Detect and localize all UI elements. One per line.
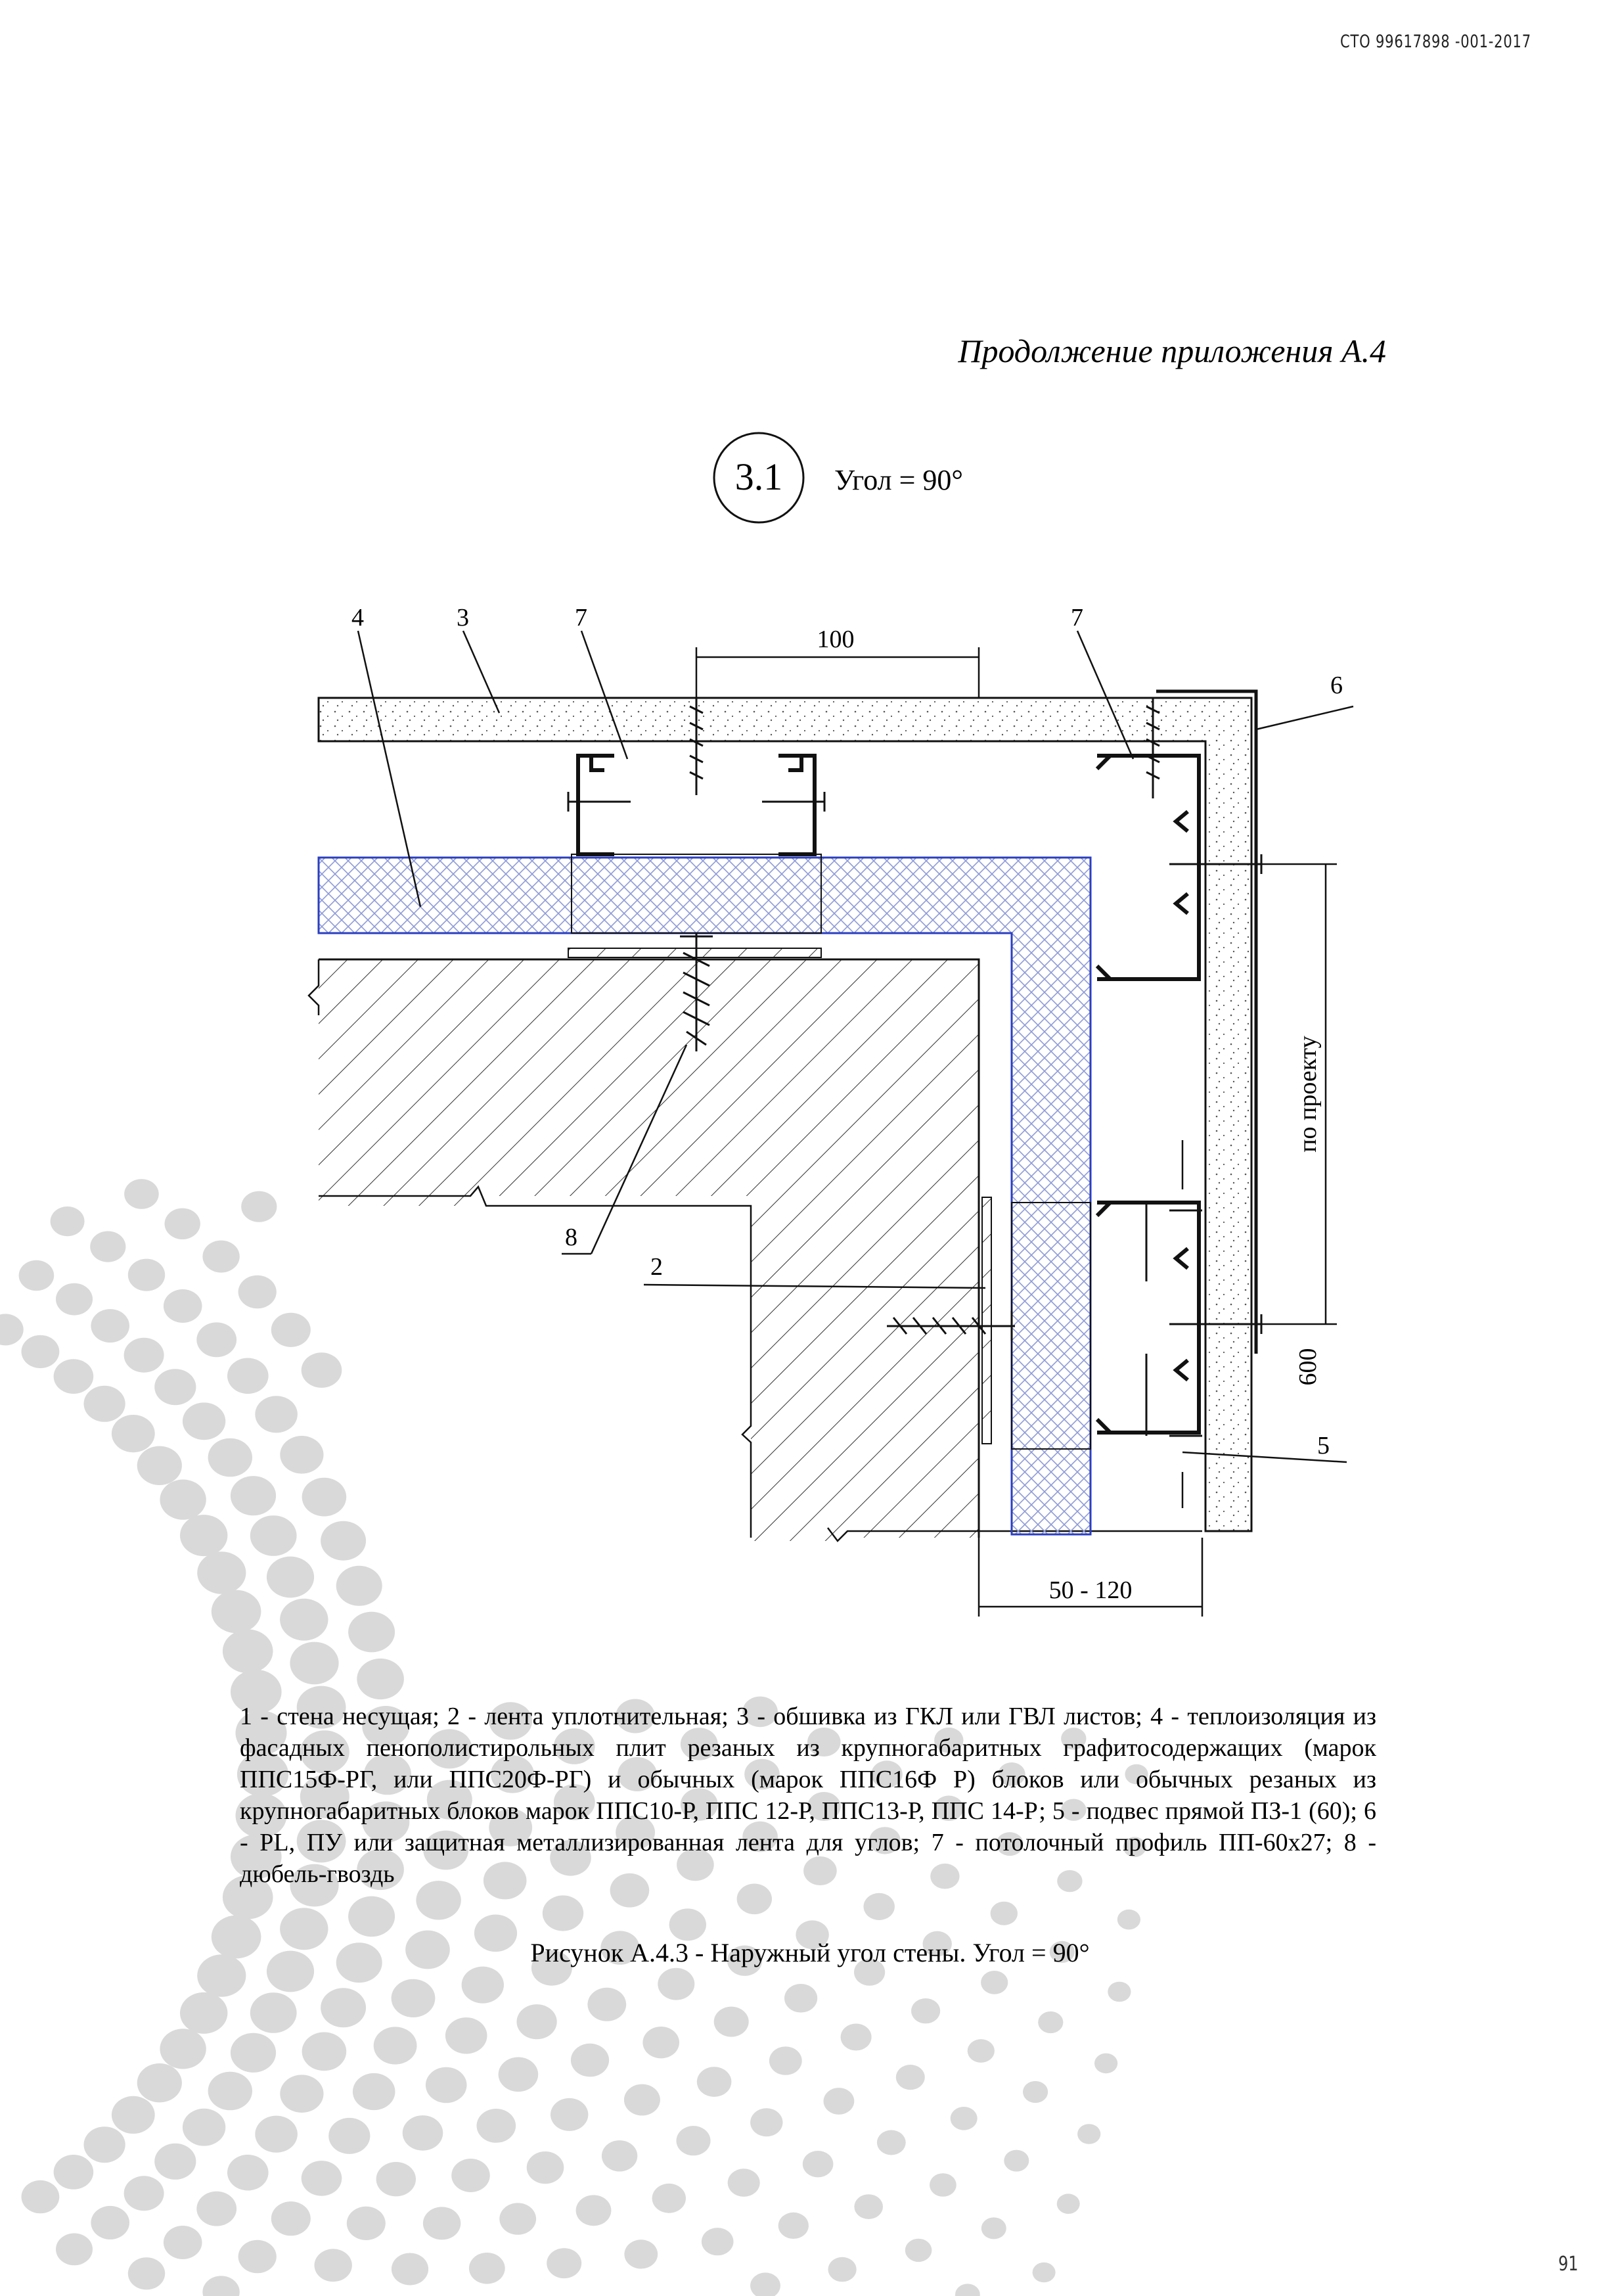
callout-5: 5 bbox=[1317, 1432, 1330, 1459]
callout-4: 4 bbox=[351, 604, 364, 631]
figure-legend: 1 - стена несущая; 2 - лента уплотнительная; 3 - обшивка из ГКЛ или ГВЛ листов; 4 - теплоизоляция из фасадных пенополистирольных плит резаных из крупногабаритных графитосодержащих (марок ППС15Ф-РГ, или ППС20Ф-РГ) и обычных (марок ППС16Ф Р) блоков или обычных резаных из крупногабаритных блоков марок ППС10-Р, ППС 12-Р, ППС13-Р, ППС 14-Р; 5 - подвес прямой ПЗ-1 (60); 6 - PL, ПУ или защитная металлизированная лента для углов; 7 - потолочный профиль ПП-60х27; 8 - дюбель-гвоздь bbox=[240, 1703, 1376, 1888]
node-marker bbox=[714, 433, 963, 522]
callout-6: 6 bbox=[1330, 672, 1343, 699]
node-number: 3.1 bbox=[734, 455, 783, 498]
angle-title: Угол = 90° bbox=[834, 464, 964, 496]
callout-3: 3 bbox=[457, 604, 469, 631]
callout-7b: 7 bbox=[1071, 604, 1083, 631]
dim-right-small: 600 bbox=[1294, 1348, 1322, 1386]
callout-7a: 7 bbox=[575, 604, 587, 631]
callout-8: 8 bbox=[565, 1224, 577, 1251]
dim-right-vertical: по проекту bbox=[1294, 1036, 1322, 1153]
document-code: СТО 99617898 -001-2017 bbox=[1340, 32, 1531, 52]
sealing-tape-top bbox=[568, 948, 821, 957]
sealing-tape-side bbox=[982, 1197, 991, 1444]
page-number: 91 bbox=[1558, 2253, 1579, 2276]
dim-top: 100 bbox=[817, 626, 855, 653]
callout-2: 2 bbox=[650, 1253, 663, 1281]
continuation-heading: Продолжение приложения А.4 bbox=[958, 333, 1386, 369]
dim-bottom: 50 - 120 bbox=[1048, 1576, 1133, 1604]
figure-caption: Рисунок А.4.3 - Наружный угол стены. Угол = 90° bbox=[530, 1938, 1090, 1967]
